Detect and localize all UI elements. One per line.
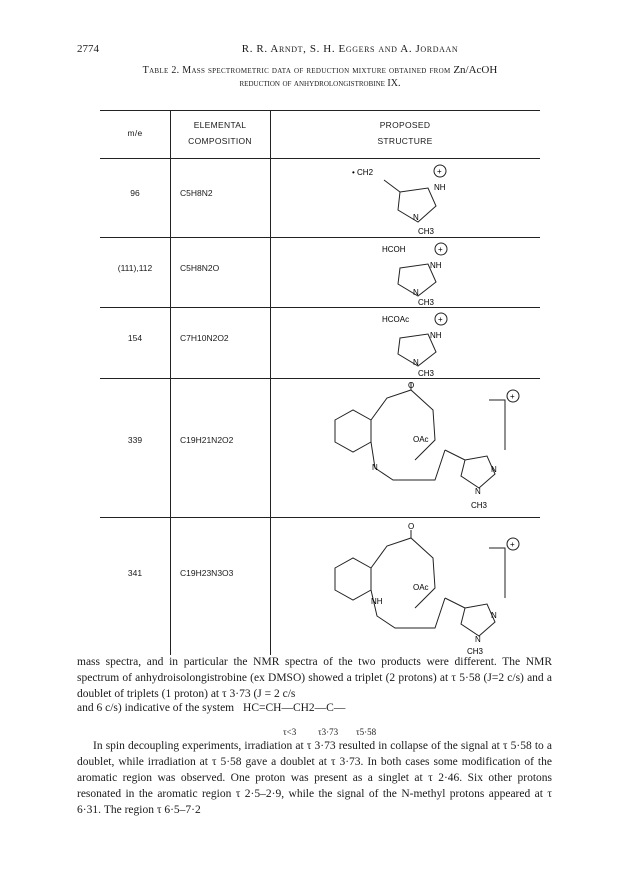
body-paragraph-1: mass spectra, and in particular the NMR spectra of the two products were different. The NMR spectrum of anhydroisolongistrobine (ex DMSO) showed a triplet (2 protons) at τ 5·58 (J=2 c/s) and a doublet of triplets (1 proton) at τ 3·73 (J = 2 c/s — [77, 656, 552, 700]
struct-label: N — [491, 465, 497, 474]
charge-label: + — [510, 540, 515, 549]
caption-reagent: Zn/AcOH — [453, 64, 498, 76]
structure-154 — [300, 308, 500, 378]
struct-label: CH3 — [418, 227, 435, 236]
col-divider — [170, 110, 171, 655]
structure-96 — [300, 162, 500, 236]
charge-label: + — [438, 315, 443, 324]
struct-label: N — [372, 463, 378, 472]
row-mz: 339 — [127, 435, 143, 445]
struct-label: N — [413, 358, 419, 367]
struct-label: NH — [434, 183, 446, 192]
benzene-ring — [335, 558, 371, 600]
struct-label: N — [491, 611, 497, 620]
struct-label: N — [413, 288, 419, 297]
benzene-ring — [335, 410, 371, 452]
struct-label: HCOAc — [382, 315, 410, 324]
table-top-rule — [100, 110, 540, 111]
row-composition: C7H10N2O2 — [180, 333, 229, 343]
header-elemental-2: COMPOSITION — [188, 136, 252, 146]
struct-label: N — [413, 213, 419, 222]
caption-rest: reduction of anhydrolongistrobine IX. — [239, 78, 401, 89]
bond — [384, 180, 400, 192]
struct-label: • CH2 — [352, 168, 374, 177]
struct-label: N — [475, 487, 481, 496]
bond — [445, 598, 465, 608]
tau-value: τ<3 — [283, 727, 297, 737]
struct-label: CH3 — [467, 647, 484, 655]
struct-label: O — [408, 381, 415, 390]
struct-label: NH — [430, 331, 442, 340]
system-line — [77, 702, 552, 714]
header-elemental-1: ELEMENTAL — [193, 120, 247, 130]
row-mz: 154 — [127, 333, 143, 343]
structure-112 — [300, 238, 500, 306]
table-caption — [100, 64, 540, 90]
ring-bonds — [371, 442, 445, 480]
tau-value: τ3·73 — [318, 727, 339, 737]
struct-label: OAc — [413, 583, 429, 592]
imidazole-ring — [461, 456, 495, 488]
bond — [445, 450, 465, 460]
struct-label: N — [475, 635, 481, 644]
structure-341 — [315, 520, 535, 655]
header-structure-1: PROPOSED — [379, 120, 431, 130]
row-mz: 341 — [127, 568, 143, 578]
structure-339 — [315, 380, 535, 516]
row-composition: C19H21N2O2 — [180, 435, 234, 445]
struct-label: HCOH — [382, 245, 406, 254]
struct-label: NH — [430, 261, 442, 270]
ring-bonds — [371, 390, 435, 460]
system-prefix: and 6 c/s) indicative of the system — [77, 702, 235, 714]
caption-lead: Table 2. Mass spectrometric data of reduction mixture obtained from — [142, 65, 454, 76]
struct-label: CH3 — [418, 369, 435, 378]
body-paragraph-2: In spin decoupling experiments, irradiation at τ 3·73 resulted in collapse of the signal at τ 5·58 to a doublet, while irradiation at τ 5·58 gave a doublet at τ 3·73. In both cases some modification of the aromatic region was observed. One proton was present as a singlet at τ 2·46. Six other protons resonated in the aromatic region τ 2·5–2·9, while the signal of the N-methyl protons appeared at τ 6·31. The region τ 6·5–7·2 — [77, 740, 552, 816]
bracket — [489, 400, 505, 450]
mass-spec-table — [100, 110, 540, 655]
col-divider — [270, 110, 271, 655]
charge-label: + — [437, 167, 442, 176]
struct-label: NH — [371, 597, 383, 606]
running-header-authors: R. R. Arndt, S. H. Eggers and A. Jordaan — [241, 43, 459, 55]
struct-label: CH3 — [418, 298, 435, 306]
imidazole-ring — [461, 604, 495, 636]
page-number: 2774 — [77, 43, 99, 55]
row-composition: C5H8N2 — [180, 188, 213, 198]
struct-label: OAc — [413, 435, 429, 444]
struct-label: CH3 — [471, 501, 488, 510]
struct-label: O — [408, 522, 415, 531]
row-rule — [100, 378, 540, 379]
charge-label: + — [510, 392, 515, 401]
charge-label: + — [438, 245, 443, 254]
row-rule — [100, 517, 540, 518]
row-mz: (111),112 — [117, 263, 153, 273]
bracket — [489, 548, 505, 598]
row-mz: 96 — [130, 188, 140, 198]
ring-bonds — [371, 590, 445, 628]
system-formula: HC=CH—CH2—C— — [243, 702, 346, 714]
header-rule — [100, 158, 540, 159]
header-mz: m/e — [127, 128, 143, 138]
header-structure-2: STRUCTURE — [377, 136, 433, 146]
row-composition: C5H8N2O — [180, 263, 220, 273]
tau-value: τ5·58 — [356, 727, 377, 737]
row-composition: C19H23N3O3 — [180, 568, 234, 578]
